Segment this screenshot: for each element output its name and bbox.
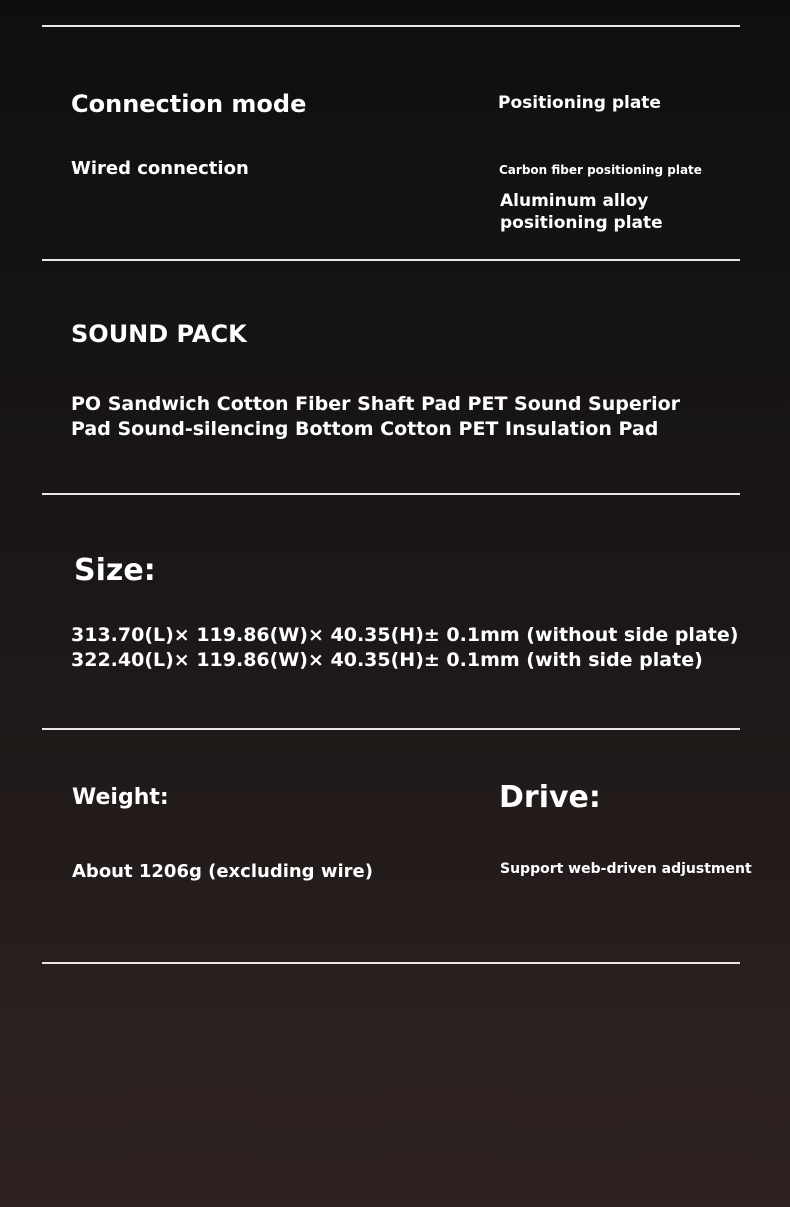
size-with-side-plate: 322.40(L)× 119.86(W)× 40.35(H)± 0.1mm (with side plate) <box>71 649 703 671</box>
drive-title: Drive: <box>499 780 601 815</box>
sound-pack-description-line-2: Pad Sound-silencing Bottom Cotton PET Insulation Pad <box>71 418 659 440</box>
aluminum-plate-option-line-2: positioning plate <box>500 213 663 233</box>
divider-top <box>42 25 740 27</box>
size-title: Size: <box>74 553 156 588</box>
positioning-plate-title: Positioning plate <box>498 93 661 113</box>
connection-mode-title: Connection mode <box>71 90 307 118</box>
weight-value: About 1206g (excluding wire) <box>72 861 373 882</box>
drive-value: Support web-driven adjustment <box>500 861 752 877</box>
carbon-fiber-plate-option: Carbon fiber positioning plate <box>499 163 702 177</box>
aluminum-plate-option-line-1: Aluminum alloy <box>500 191 649 211</box>
divider-bottom <box>42 962 740 964</box>
sound-pack-title: SOUND PACK <box>71 320 247 348</box>
connection-mode-value: Wired connection <box>71 158 249 179</box>
divider-2 <box>42 493 740 495</box>
divider-1 <box>42 259 740 261</box>
weight-title: Weight: <box>72 785 169 810</box>
sound-pack-description-line-1: PO Sandwich Cotton Fiber Shaft Pad PET Sound Superior <box>71 393 681 415</box>
size-without-side-plate: 313.70(L)× 119.86(W)× 40.35(H)± 0.1mm (without side plate) <box>71 624 739 646</box>
divider-3 <box>42 728 740 730</box>
